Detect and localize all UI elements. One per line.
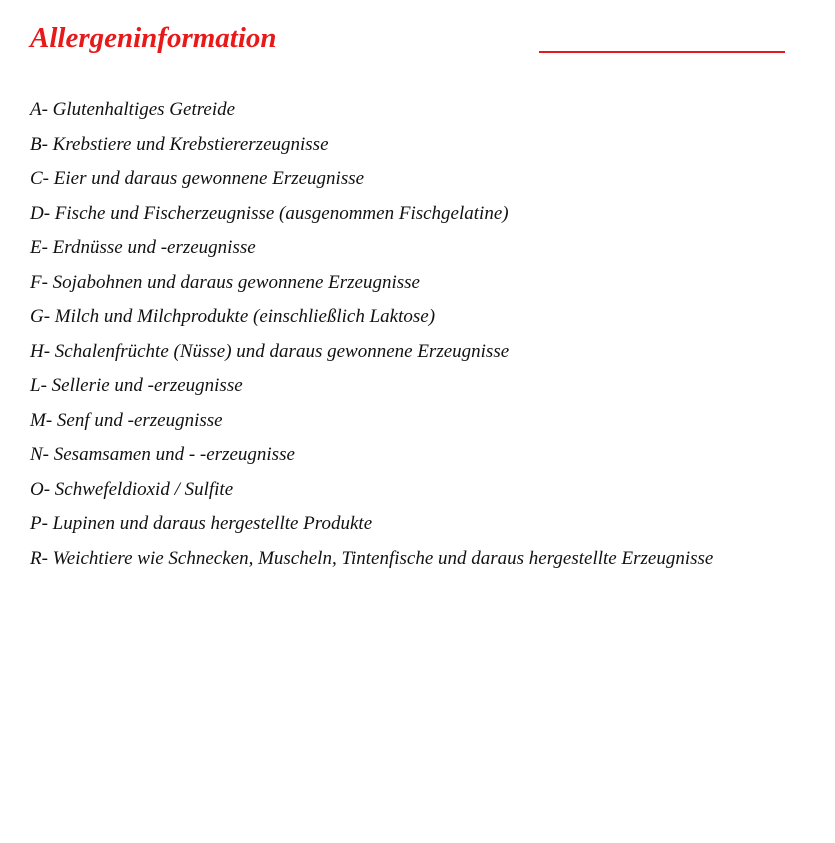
allergen-item-c: C- Eier und daraus gewonnene Erzeugnisse	[30, 168, 365, 189]
title-underline-rule	[539, 51, 785, 53]
allergen-item-r: R- Weichtiere wie Schnecken, Muscheln, Tintenfische und daraus hergestellte Erzeugnisse	[30, 547, 714, 569]
allergen-item-e: E- Erdnüsse und -erzeugnisse	[30, 237, 256, 258]
page-title: Allergeninformation	[30, 22, 277, 54]
allergen-item-n: N- Sesamsamen und - -erzeugnisse	[30, 444, 295, 465]
allergen-item-o: O- Schwefeldioxid / Sulfite	[30, 478, 234, 500]
allergen-item-b: B- Krebstiere und Krebstiererzeugnisse	[30, 133, 329, 155]
allergen-list	[30, 93, 713, 576]
allergen-item-a: A- Glutenhaltiges Getreide	[30, 99, 236, 120]
allergen-item-p: P- Lupinen und daraus hergestellte Produkte	[30, 513, 373, 534]
allergen-item-f: F- Sojabohnen und daraus gewonnene Erzeugnisse	[30, 271, 420, 293]
allergen-item-l: L- Sellerie und -erzeugnisse	[30, 375, 243, 396]
allergen-item-h: H- Schalenfrüchte (Nüsse) und daraus gewonnene Erzeugnisse	[30, 340, 510, 362]
allergen-item-m: M- Senf und -erzeugnisse	[30, 409, 223, 431]
allergen-item-g: G- Milch und Milchprodukte (einschließlich Laktose)	[30, 306, 436, 327]
allergen-item-d: D- Fische und Fischerzeugnisse (ausgenommen Fischgelatine)	[30, 202, 509, 224]
